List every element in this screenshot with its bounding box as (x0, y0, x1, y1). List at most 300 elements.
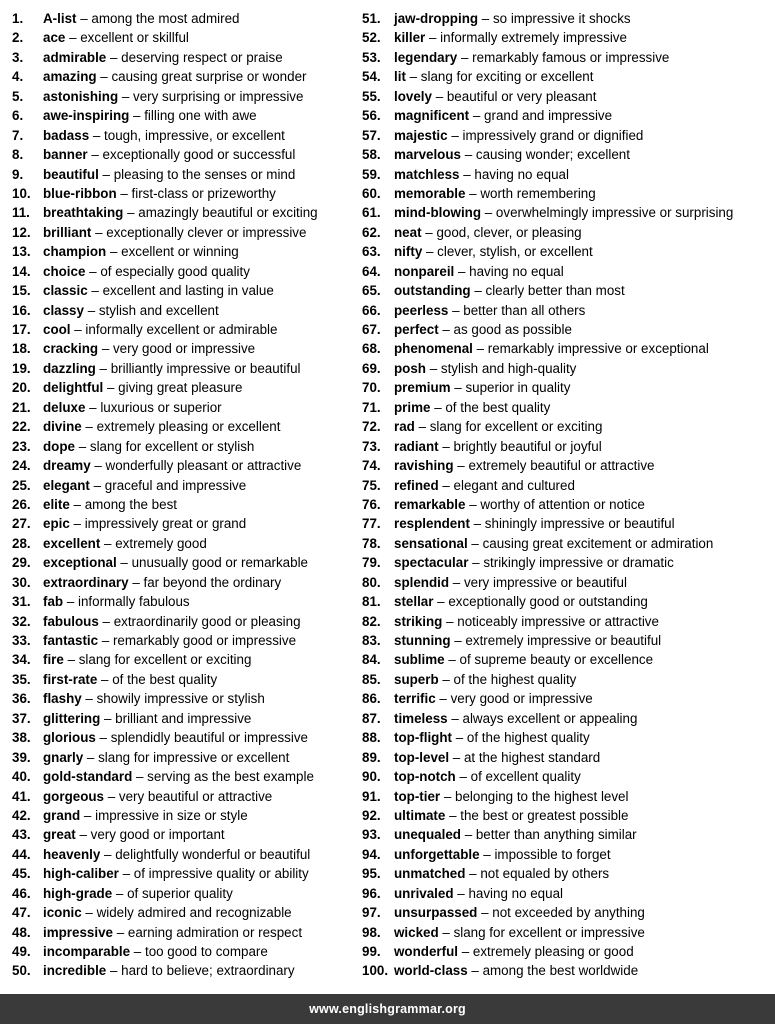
word-separator: – (438, 671, 454, 687)
word-item (12, 534, 357, 553)
word-definition: extremely beautiful or attractive (468, 458, 655, 474)
word-definition: serving as the best example (147, 769, 314, 785)
word-number: 50. (12, 963, 31, 979)
word-item (12, 398, 357, 417)
word-separator: – (465, 185, 481, 201)
word-separator: – (129, 108, 145, 124)
word-number: 63. (362, 244, 381, 260)
word-number: 60. (362, 185, 381, 201)
word-definition: extremely impressive or beautiful (465, 633, 662, 648)
word-item (12, 592, 357, 611)
word-definition: superior in quality (465, 380, 571, 396)
word-number: 45. (12, 866, 31, 882)
word-term: ravishing (394, 458, 454, 474)
word-item (12, 456, 357, 475)
word-separator: – (457, 49, 473, 65)
word-term: terrific (394, 691, 436, 707)
word-term: cool (43, 322, 71, 337)
word-separator: – (91, 224, 107, 240)
word-separator: – (70, 322, 86, 337)
word-item (362, 398, 772, 417)
word-separator: – (130, 944, 145, 959)
word-separator: – (98, 166, 114, 182)
word-number: 29. (12, 555, 31, 571)
word-number: 98. (362, 924, 381, 940)
word-definition: remarkably impressive or exceptional (487, 341, 709, 357)
word-separator: – (95, 360, 111, 376)
word-separator: – (454, 263, 470, 279)
word-term: blue-ribbon (43, 185, 117, 201)
word-number: 85. (362, 671, 381, 687)
word-term: choice (43, 263, 86, 279)
word-number: 23. (12, 438, 31, 454)
word-item (362, 845, 772, 864)
word-definition: the best or greatest possible (460, 807, 629, 823)
word-number: 74. (362, 458, 381, 474)
word-number: 2. (12, 30, 24, 46)
word-separator: – (106, 963, 122, 979)
word-item (12, 145, 357, 164)
word-term: gorgeous (43, 788, 105, 804)
word-separator: – (100, 535, 116, 551)
word-number: 90. (362, 769, 381, 785)
word-number: 6. (12, 108, 24, 124)
word-number: 92. (362, 807, 381, 823)
word-term: deluxe (43, 399, 86, 415)
word-separator: – (469, 516, 485, 532)
word-item (362, 592, 772, 611)
word-term: admirable (43, 49, 107, 65)
word-separator: – (440, 788, 456, 804)
word-separator: – (89, 477, 105, 493)
word-term: unforgettable (394, 846, 480, 862)
word-item (362, 165, 772, 184)
word-definition: slang for impressive or excellent (98, 749, 290, 765)
word-number: 51. (362, 11, 381, 26)
word-term: fire (43, 652, 64, 668)
word-item (12, 203, 357, 222)
word-separator: – (97, 671, 113, 687)
word-definition: of excellent quality (470, 769, 581, 785)
word-definition: of the best quality (445, 399, 551, 415)
word-term: classy (43, 302, 84, 318)
word-number: 81. (362, 594, 381, 610)
word-item (12, 553, 357, 572)
word-definition: remarkably good or impressive (112, 633, 297, 648)
word-separator: – (438, 438, 454, 454)
word-definition: exceptionally good or outstanding (448, 594, 648, 610)
word-separator: – (96, 69, 112, 85)
word-item (362, 203, 772, 222)
word-separator: – (426, 360, 441, 376)
word-number: 58. (362, 147, 381, 163)
word-definition: very beautiful or attractive (118, 788, 273, 804)
word-separator: – (461, 147, 476, 163)
word-separator: – (442, 613, 458, 629)
word-number: 89. (362, 749, 381, 765)
word-number: 30. (12, 574, 31, 590)
word-separator: – (447, 127, 463, 143)
word-definition: first-class or prizeworthy (131, 185, 276, 201)
word-term: incomparable (43, 944, 131, 959)
word-item (362, 923, 772, 942)
word-item (12, 417, 357, 436)
word-definition: not exceeded by anything (492, 905, 645, 921)
word-definition: deserving respect or praise (121, 49, 283, 65)
word-item (362, 242, 772, 261)
word-separator: – (425, 30, 441, 46)
word-separator: – (453, 458, 469, 474)
word-separator: – (449, 749, 464, 765)
word-definition: among the best (84, 496, 177, 512)
word-separator: – (69, 496, 85, 512)
word-separator: – (455, 769, 471, 785)
word-term: amazing (43, 69, 97, 85)
word-number: 17. (12, 322, 31, 337)
word-term: gold-standard (43, 769, 133, 785)
word-definition: brightly beautiful or joyful (453, 438, 602, 454)
word-term: first-rate (43, 671, 98, 687)
word-number: 93. (362, 827, 381, 843)
word-item (12, 573, 357, 592)
word-item (12, 825, 357, 844)
word-term: cracking (43, 341, 99, 357)
word-term: wonderful (394, 944, 458, 959)
word-separator: – (470, 283, 486, 299)
word-definition: too good to compare (144, 944, 268, 959)
word-definition: extremely pleasing or excellent (96, 419, 281, 435)
word-item (12, 806, 357, 825)
word-number: 87. (362, 710, 381, 726)
word-definition: splendidly beautiful or impressive (110, 730, 308, 746)
word-definition: beautiful or very pleasant (446, 88, 597, 104)
word-separator: – (87, 147, 103, 163)
word-number: 33. (12, 633, 31, 648)
word-number: 99. (362, 944, 381, 959)
word-separator: – (112, 885, 128, 901)
word-definition: so impressive it shocks (492, 11, 631, 26)
word-number: 43. (12, 827, 31, 843)
word-separator: – (98, 633, 113, 648)
word-item (362, 748, 772, 767)
word-item (362, 262, 772, 281)
word-item (12, 961, 357, 980)
word-item (362, 495, 772, 514)
word-item (362, 301, 772, 320)
word-number: 39. (12, 749, 31, 765)
word-definition: informally fabulous (77, 594, 190, 610)
word-definition: worthy of attention or notice (480, 496, 645, 512)
word-definition: strikingly impressive or dramatic (483, 555, 674, 571)
word-number: 70. (362, 380, 381, 396)
word-item (12, 106, 357, 125)
word-definition: widely admired and recognizable (96, 905, 292, 921)
word-separator: – (106, 49, 122, 65)
word-definition: showily impressive or stylish (96, 691, 265, 707)
word-item (362, 709, 772, 728)
word-number: 62. (362, 224, 381, 240)
word-term: unsurpassed (394, 905, 478, 921)
word-number: 19. (12, 360, 31, 376)
word-definition: worth remembering (480, 185, 596, 201)
word-separator: – (438, 477, 454, 493)
footer-url[interactable]: www.englishgrammar.org (309, 1002, 466, 1016)
word-item (362, 417, 772, 436)
word-item (362, 903, 772, 922)
word-item (362, 553, 772, 572)
word-term: top-notch (394, 769, 456, 785)
word-term: champion (43, 244, 107, 260)
word-item (12, 748, 357, 767)
word-term: unrivaled (394, 885, 454, 901)
word-definition: of supreme beauty or excellence (459, 652, 654, 668)
word-term: jaw-dropping (394, 11, 479, 26)
word-term: fantastic (43, 633, 99, 648)
word-item (12, 476, 357, 495)
word-number: 3. (12, 49, 24, 65)
word-separator: – (63, 652, 79, 668)
word-definition: extremely good (115, 535, 207, 551)
word-separator: – (405, 69, 421, 85)
word-term: banner (43, 147, 88, 163)
word-item (362, 339, 772, 358)
word-item (12, 437, 357, 456)
word-term: marvelous (394, 147, 461, 163)
word-separator: – (450, 380, 466, 396)
word-number: 44. (12, 846, 31, 862)
word-separator: – (414, 419, 430, 435)
word-item (362, 612, 772, 631)
word-definition: at the highest standard (463, 749, 601, 765)
word-definition: causing wonder; excellent (475, 147, 630, 163)
word-item (362, 942, 772, 961)
word-number: 12. (12, 224, 31, 240)
word-definition: delightfully wonderful or beautiful (115, 846, 311, 862)
word-term: epic (43, 516, 70, 532)
word-item (362, 728, 772, 747)
word-term: phenomenal (394, 341, 473, 357)
word-definition: not equaled by others (480, 866, 610, 882)
word-item (362, 670, 772, 689)
word-item (362, 534, 772, 553)
word-number: 47. (12, 905, 31, 921)
word-separator: – (100, 846, 116, 862)
word-item (362, 650, 772, 669)
word-definition: hard to believe; extraordinary (121, 963, 295, 979)
word-definition: of impressive quality or ability (133, 866, 309, 882)
word-item (12, 923, 357, 942)
word-definition: of the highest quality (453, 671, 577, 687)
word-item (12, 514, 357, 533)
word-separator: – (104, 788, 119, 804)
word-definition: clearly better than most (485, 283, 625, 299)
word-term: grand (43, 807, 81, 823)
word-separator: – (81, 691, 97, 707)
word-number: 38. (12, 730, 31, 746)
word-separator: – (98, 613, 114, 629)
word-separator: – (118, 866, 134, 882)
word-item (362, 359, 772, 378)
word-term: magnificent (394, 108, 470, 124)
word-term: dreamy (43, 458, 91, 474)
word-separator: – (123, 205, 139, 221)
word-separator: – (467, 963, 483, 979)
word-term: mind-blowing (394, 205, 482, 221)
word-definition: very good or important (90, 827, 225, 843)
word-term: lovely (394, 88, 432, 104)
word-number: 97. (362, 905, 381, 921)
word-definition: shiningly impressive or beautiful (484, 516, 675, 532)
word-item (12, 884, 357, 903)
word-number: 57. (362, 127, 381, 143)
word-definition: informally excellent or admirable (85, 322, 278, 337)
word-term: outstanding (394, 283, 471, 299)
word-term: rad (394, 419, 415, 435)
word-separator: – (447, 710, 463, 726)
word-definition: of especially good quality (100, 263, 250, 279)
word-definition: exceptionally good or successful (102, 147, 296, 163)
word-number: 26. (12, 496, 31, 512)
word-item (362, 825, 772, 844)
word-definition: pleasing to the senses or mind (113, 166, 296, 182)
word-item (362, 689, 772, 708)
word-item (362, 67, 772, 86)
word-item (12, 650, 357, 669)
word-item (12, 48, 357, 67)
word-definition: amazingly beautiful or exciting (138, 205, 318, 221)
word-item (362, 320, 772, 339)
word-number: 24. (12, 458, 31, 474)
word-number: 80. (362, 574, 381, 590)
word-separator: – (103, 380, 119, 396)
word-item (12, 728, 357, 747)
word-term: breathtaking (43, 205, 124, 221)
word-separator: – (459, 166, 475, 182)
word-separator: – (445, 807, 461, 823)
word-number: 100. (362, 963, 389, 979)
word-item (362, 514, 772, 533)
word-definition: brilliantly impressive or beautiful (110, 360, 301, 376)
word-item (12, 9, 357, 28)
word-separator: – (465, 866, 481, 882)
word-separator: – (69, 516, 85, 532)
word-definition: noticeably impressive or attractive (457, 613, 659, 629)
word-separator: – (472, 341, 488, 357)
word-separator: – (128, 574, 144, 590)
word-term: excellent (43, 535, 101, 551)
word-item (362, 806, 772, 825)
word-separator: – (430, 399, 446, 415)
word-number: 69. (362, 360, 381, 376)
word-definition: stylish and excellent (98, 302, 219, 318)
word-separator: – (80, 807, 96, 823)
word-separator: – (116, 185, 132, 201)
word-number: 94. (362, 846, 381, 862)
word-definition: excellent and lasting in value (102, 283, 274, 299)
word-item (12, 942, 357, 961)
word-separator: – (81, 905, 97, 921)
word-term: high-grade (43, 885, 113, 901)
word-separator: – (87, 283, 103, 299)
word-item (362, 864, 772, 883)
word-term: lit (394, 69, 406, 85)
word-item (12, 281, 357, 300)
word-definition: impressively great or grand (84, 516, 247, 532)
word-term: incredible (43, 963, 107, 979)
word-separator: – (118, 88, 134, 104)
word-term: heavenly (43, 846, 101, 862)
word-definition: impressive in size or style (95, 807, 248, 823)
word-term: dazzling (43, 360, 96, 376)
word-separator: – (112, 924, 128, 940)
word-number: 59. (362, 166, 381, 182)
word-number: 46. (12, 885, 31, 901)
word-number: 75. (362, 477, 381, 493)
word-number: 52. (362, 30, 381, 46)
word-item (362, 437, 772, 456)
word-definition: among the most admired (91, 11, 240, 26)
word-number: 78. (362, 535, 381, 551)
word-item (362, 476, 772, 495)
word-term: glorious (43, 730, 96, 746)
word-number: 4. (12, 69, 24, 85)
word-definition: elegant and cultured (453, 477, 575, 493)
word-definition: slang for exciting or excellent (420, 69, 594, 85)
word-term: glittering (43, 710, 101, 726)
word-term: exceptional (43, 555, 117, 571)
word-term: brilliant (43, 224, 92, 240)
word-definition: very impressive or beautiful (463, 574, 627, 590)
word-definition: earning admiration or respect (127, 924, 303, 940)
word-definition: graceful and impressive (104, 477, 247, 493)
word-term: elite (43, 496, 70, 512)
word-definition: brilliant and impressive (115, 710, 252, 726)
word-separator: – (481, 205, 496, 221)
word-term: legendary (394, 49, 458, 65)
word-number: 67. (362, 322, 381, 337)
word-definition: luxurious or superior (100, 399, 222, 415)
word-term: refined (394, 477, 439, 493)
word-separator: – (477, 905, 493, 921)
site-footer (0, 994, 775, 1024)
word-term: neat (394, 224, 422, 240)
word-term: elegant (43, 477, 90, 493)
word-term: resplendent (394, 516, 470, 532)
word-item (12, 301, 357, 320)
word-item (362, 281, 772, 300)
word-separator: – (100, 710, 116, 726)
word-definition: slang for excellent or stylish (89, 438, 255, 454)
word-number: 72. (362, 419, 381, 435)
word-item (362, 87, 772, 106)
word-number: 66. (362, 302, 381, 318)
word-definition: having no equal (474, 166, 569, 182)
word-number: 64. (362, 263, 381, 279)
word-item (12, 495, 357, 514)
word-definition: good, clever, or pleasing (436, 224, 582, 240)
word-item (12, 670, 357, 689)
word-separator: – (448, 302, 464, 318)
word-separator: – (65, 30, 81, 46)
word-term: badass (43, 127, 90, 143)
word-term: classic (43, 283, 88, 299)
word-number: 86. (362, 691, 381, 707)
word-number: 25. (12, 477, 31, 493)
word-number: 49. (12, 944, 31, 959)
word-term: fabulous (43, 613, 99, 629)
word-term: majestic (394, 127, 448, 143)
word-term: divine (43, 419, 82, 435)
